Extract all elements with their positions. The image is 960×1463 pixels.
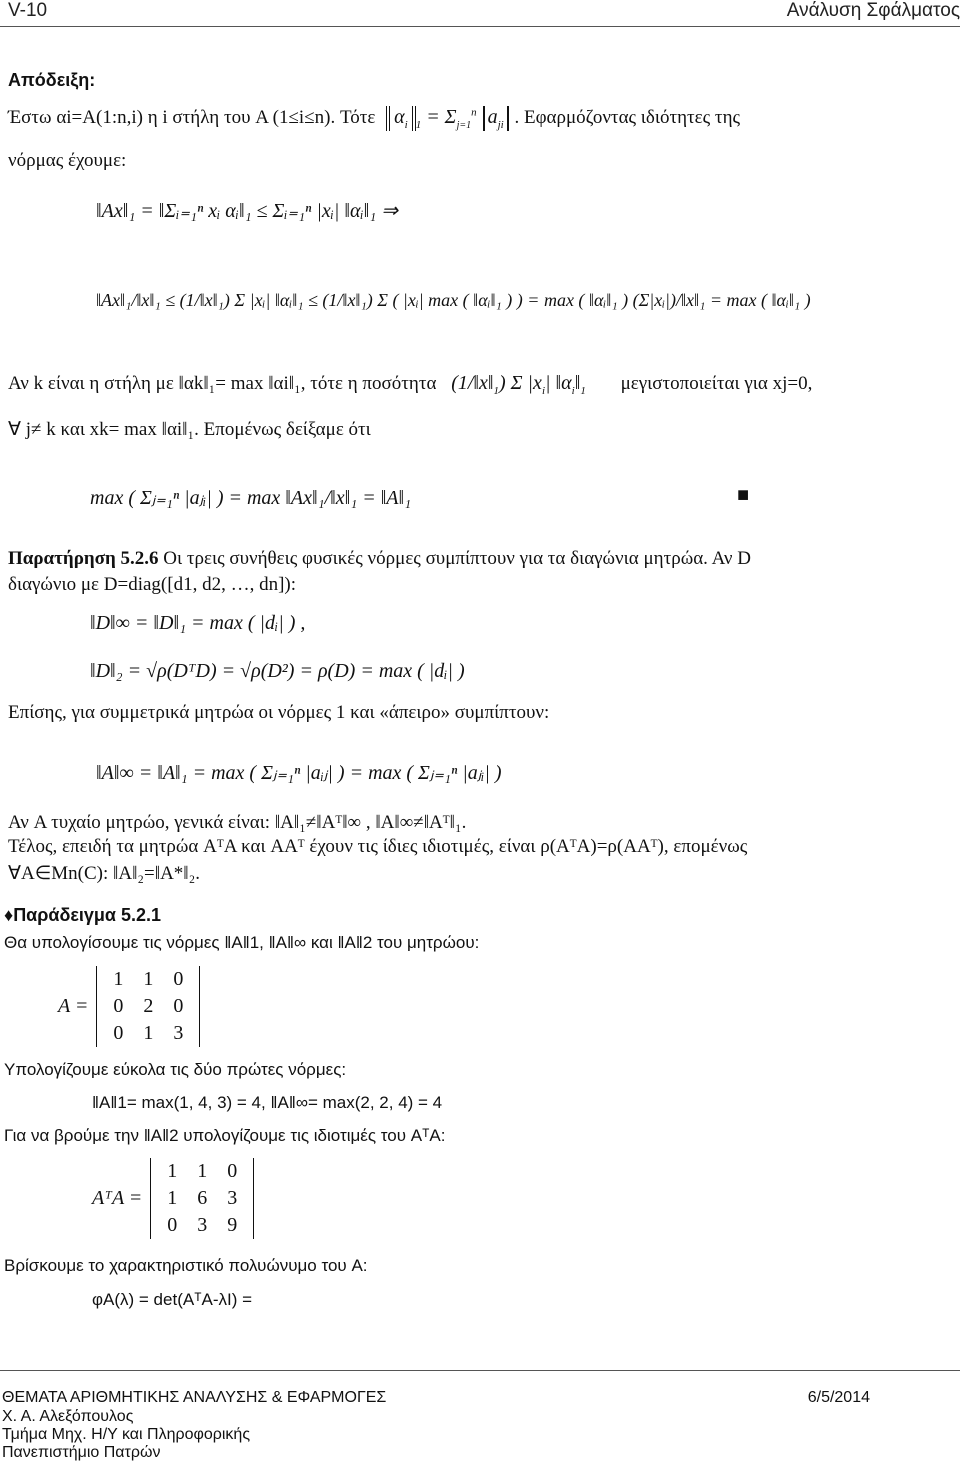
ata-text: Για να βρούμε την ‖A‖2 υπολογίζουμε τις ιδιοτιμές του AᵀA: — [4, 1126, 446, 1145]
matrix-a-cell: 0 — [113, 995, 124, 1017]
matrix-a-label: A = — [58, 995, 89, 1017]
example-title-text: Παράδειγμα 5.2.1 — [13, 905, 162, 925]
quantity-formula: $(1/‖x‖_1)$ Σ $|x_i|$ $‖\alpha_i‖_1$ — [451, 372, 586, 397]
footer-author: Χ. Α. Αλεξόπουλος — [2, 1408, 134, 1425]
matrix-ata-cell: 0 — [167, 1214, 178, 1236]
footer-rule — [0, 1370, 960, 1371]
para-k-text: Αν k είναι η στήλη με ‖αk‖₁= max ‖αi‖₁, τότε η ποσότητα — [8, 373, 437, 394]
finally-text-2: ∀A∈Mn(C): ‖A‖₂=‖A*‖₂. — [8, 863, 201, 884]
footer-university: Πανεπιστήμιο Πατρών — [2, 1444, 161, 1461]
matrix-ata-label: AᵀA = — [92, 1187, 143, 1209]
matrix-a — [96, 966, 200, 1047]
equation-2: ‖Ax‖₁/‖x‖₁ ≤ (1/‖x‖₁) Σ |xᵢ| ‖αᵢ‖₁ ≤ (1/‖x‖₁) Σ ( |xᵢ| max ( ‖αᵢ‖₁ ) ) = max ( ‖αᵢ‖₁ ) (Σ|xᵢ|)/‖x‖₁ = max ( ‖αᵢ‖₁ ) — [96, 290, 811, 310]
para-k-line-1 — [8, 372, 812, 397]
matrix-ata — [150, 1158, 254, 1239]
para-k-tail: μεγιστοποιείται για xj=0, — [620, 373, 813, 394]
remark-text: Οι τρεις συνήθεις φυσικές νόρμες συμπίπτουν για τα διαγώνια μητρώα. Αν D — [163, 548, 751, 569]
matrix-ata-cell: 1 — [167, 1187, 178, 1209]
qed-mark: ■ — [737, 484, 750, 506]
equation-4: ‖D‖∞ = ‖D‖₁ = max ( |dᵢ| ) , — [90, 612, 306, 634]
remark-line-1 — [8, 548, 751, 570]
header-rule — [0, 26, 960, 27]
matrix-ata-cell: 3 — [227, 1187, 238, 1209]
norms-line: ‖A‖1= max(1, 4, 3) = 4, ‖A‖∞= max(2, 2, 4) = 4 — [92, 1093, 443, 1112]
equation-3: max ( Σⱼ₌₁ⁿ |aⱼᵢ| ) = max ‖Ax‖₁/‖x‖₁ = ‖A‖₁ — [90, 487, 412, 509]
matrix-a-cell: 1 — [143, 1022, 154, 1044]
example-title — [4, 905, 161, 926]
intro-text-tail: . Εφαρμόζοντας ιδιότητες της — [514, 107, 741, 128]
matrix-a-cell: 1 — [113, 968, 124, 990]
chapter-title: Ανάλυση Σφάλματος — [786, 0, 960, 21]
matrix-a-cell: 1 — [143, 968, 154, 990]
matrix-ata-cell: 0 — [227, 1160, 238, 1182]
equation-5: ‖D‖₂ = √ρ(DᵀD) = √ρ(D²) = ρ(D) = max ( |dᵢ| ) — [90, 660, 465, 682]
matrix-ata-cell: 6 — [197, 1187, 208, 1209]
matrix-a-cell: 0 — [173, 995, 184, 1017]
equation-1: ‖Ax‖₁ = ‖Σᵢ₌₁ⁿ xᵢ αᵢ‖₁ ≤ Σᵢ₌₁ⁿ |xᵢ| ‖αᵢ‖₁ ⇒ — [96, 200, 398, 222]
page-number: V-10 — [8, 0, 48, 21]
matrix-ata-block — [92, 1158, 254, 1239]
matrix-ata-cell: 1 — [167, 1160, 178, 1182]
matrix-ata-cell: 9 — [227, 1214, 238, 1236]
symmetric-text: Επίσης, για συμμετρικά μητρώα οι νόρμες 1 και «άπειρο» συμπίπτουν: — [8, 702, 550, 723]
matrix-a-cell: 0 — [113, 1022, 124, 1044]
matrix-a-cell: 2 — [143, 995, 154, 1017]
random-matrix-text: Αν A τυχαίο μητρώο, γενικά είναι: ‖A‖₁≠‖Aᵀ‖∞ , ‖A‖∞≠‖Aᵀ‖₁. — [8, 812, 467, 833]
intro-line-1 — [8, 106, 740, 131]
finally-text-1: Τέλος, επειδή τα μητρώα AᵀA και AAᵀ έχουν τις ίδιες ιδιοτιμές, είναι ρ(AᵀA)=ρ(AAᵀ), επομένως — [8, 836, 748, 857]
matrix-a-cell: 3 — [173, 1022, 184, 1044]
proof-title: Απόδειξη: — [8, 70, 96, 90]
footer-course-title: ΘΕΜΑΤΑ ΑΡΙΘΜΗΤΙΚΗΣ ΑΝΑΛΥΣΗΣ & ΕΦΑΡΜΟΓΕΣ — [2, 1389, 387, 1406]
matrix-a-block — [58, 966, 200, 1047]
intro-line-2: νόρμας έχουμε: — [8, 150, 127, 171]
para-k-line-2: ∀ j≠ k και xk= max ‖αi‖₁. Επομένως δείξαμε ότι — [8, 419, 371, 440]
example-text: Θα υπολογίσουμε τις νόρμες ‖A‖1, ‖A‖∞ και ‖A‖2 του μητρώου: — [4, 933, 480, 952]
footer-department: Τμήμα Μηχ. Η/Υ και Πληροφορικής — [2, 1426, 251, 1443]
matrix-ata-cell: 1 — [197, 1160, 208, 1182]
charpoly-text: Βρίσκουμε το χαρακτηριστικό πολυώνυμο του A: — [4, 1256, 368, 1275]
column-norm-formula: $\alpha_i$ $_1 = \Sigma_{j=1}^n$ $a_{ji}$ — [386, 106, 510, 128]
remark-line-2: διαγώνιο με D=diag([d1, d2, …, dn]): — [8, 574, 297, 595]
remark-title: Παρατήρηση 5.2.6 — [8, 548, 159, 569]
equation-6: ‖A‖∞ = ‖A‖₁ = max ( Σⱼ₌₁ⁿ |aᵢⱼ| ) = max ( Σⱼ₌₁ⁿ |aⱼᵢ| ) — [96, 762, 502, 784]
charpoly-equation: φA(λ) = det(AᵀA-λI) = — [92, 1290, 253, 1309]
diamond-icon: ♦ — [4, 905, 14, 925]
matrix-ata-cell: 3 — [197, 1214, 208, 1236]
compute-text: Υπολογίζουμε εύκολα τις δύο πρώτες νόρμες: — [4, 1060, 347, 1079]
footer-date: 6/5/2014 — [807, 1389, 870, 1406]
intro-text: Έστω αi=A(1:n,i) η i στήλη του A (1≤i≤n). Τότε — [8, 107, 376, 128]
matrix-a-cell: 0 — [173, 968, 184, 990]
